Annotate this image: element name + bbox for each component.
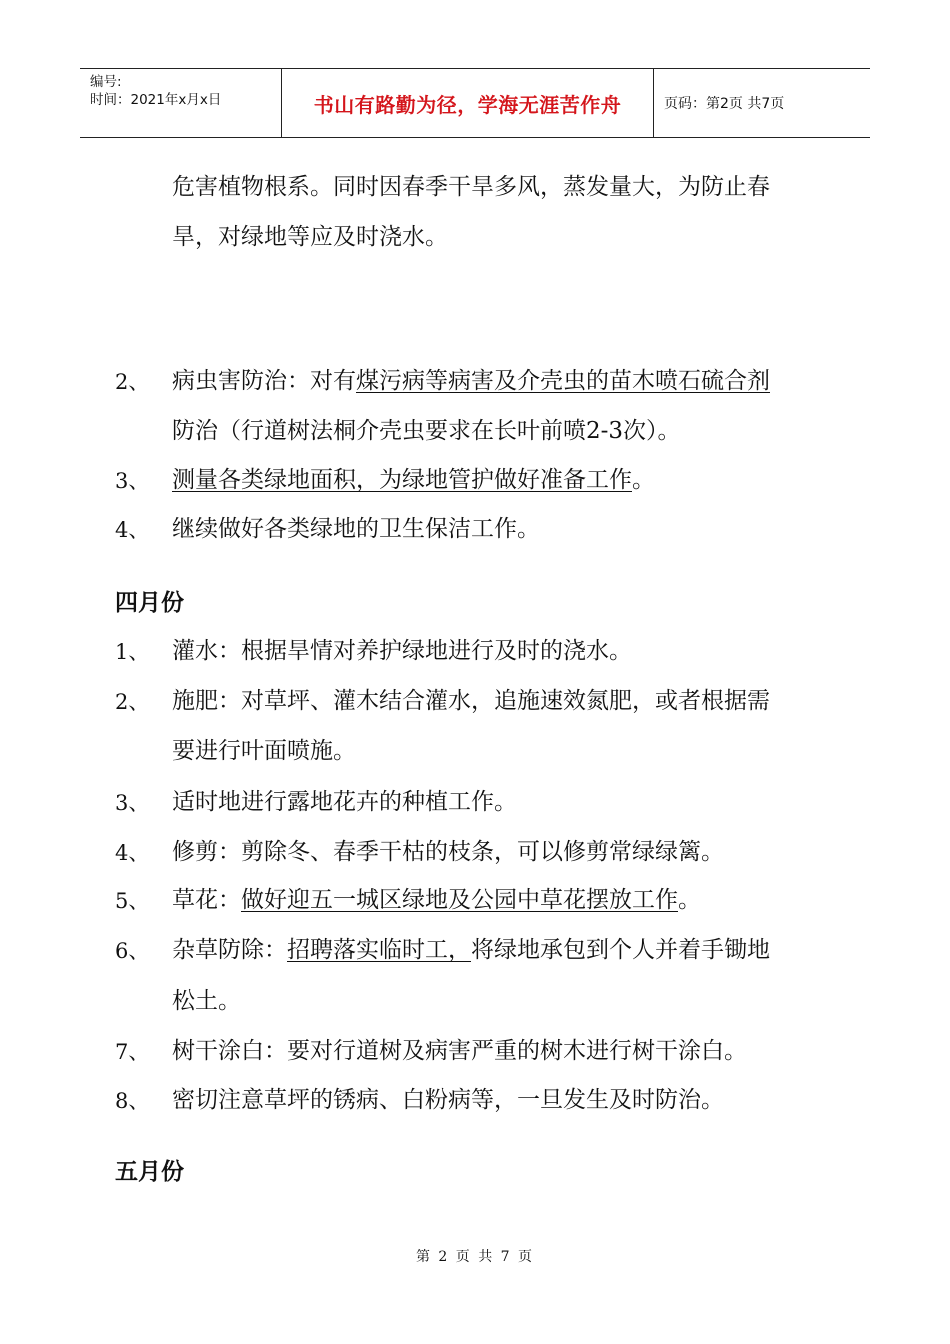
list-number: 7、 (115, 1040, 150, 1064)
list-item: 树干涂白：要对行道树及病害严重的树木进行树干涂白。 (172, 1038, 747, 1064)
header-page-info: 页码：第2页 共7页 (664, 96, 785, 112)
list-item: 密切注意草坪的锈病、白粉病等，一旦发生及时防治。 (172, 1087, 724, 1113)
list-number: 8、 (115, 1089, 150, 1113)
list-item: 施肥：对草坪、灌木结合灌水，追施速效氮肥，或者根据需 (172, 688, 770, 714)
header-motto: 书山有路勤为径，学海无涯苦作舟 (282, 69, 654, 137)
list-item: 杂草防除：招聘落实临时工，将绿地承包到个人并着手锄地 (172, 937, 770, 963)
list-item: 灌水：根据旱情对养护绿地进行及时的浇水。 (172, 638, 632, 664)
paragraph-line: 危害植物根系。同时因春季干旱多风，蒸发量大，为防止春 (172, 174, 770, 200)
list-number: 2、 (115, 370, 150, 394)
list-item-continuation: 防治（行道树法桐介壳虫要求在长叶前喷2-3次）。 (172, 418, 681, 444)
section-heading-may: 五月份 (115, 1158, 184, 1185)
list-number: 4、 (115, 841, 150, 865)
page-header (80, 68, 870, 138)
list-item: 修剪：剪除冬、春季干枯的枝条，可以修剪常绿绿篱。 (172, 839, 724, 865)
list-number: 3、 (115, 791, 150, 815)
page-footer: 第 2 页 共 7 页 (415, 1249, 535, 1265)
list-number: 1、 (115, 640, 150, 664)
list-item: 继续做好各类绿地的卫生保洁工作。 (172, 516, 540, 542)
list-item: 适时地进行露地花卉的种植工作。 (172, 789, 517, 815)
date-label: 时间：2021年x月x日 (90, 92, 222, 108)
section-heading-april: 四月份 (115, 589, 184, 616)
list-number: 6、 (115, 939, 150, 963)
list-item: 草花：做好迎五一城区绿地及公园中草花摆放工作。 (172, 887, 701, 913)
header-meta (80, 69, 282, 137)
list-item: 病虫害防治：对有煤污病等病害及介壳虫的苗木喷石硫合剂 (172, 368, 770, 394)
list-item: 测量各类绿地面积，为绿地管护做好准备工作。 (172, 467, 655, 493)
list-number: 2、 (115, 690, 150, 714)
code-label: 编号: (90, 74, 122, 90)
list-number: 3、 (115, 469, 150, 493)
paragraph-line: 旱，对绿地等应及时浇水。 (172, 224, 448, 250)
list-item-continuation: 要进行叶面喷施。 (172, 738, 356, 764)
list-number: 5、 (115, 889, 150, 913)
list-item-continuation: 松土。 (172, 988, 241, 1014)
list-number: 4、 (115, 518, 150, 542)
